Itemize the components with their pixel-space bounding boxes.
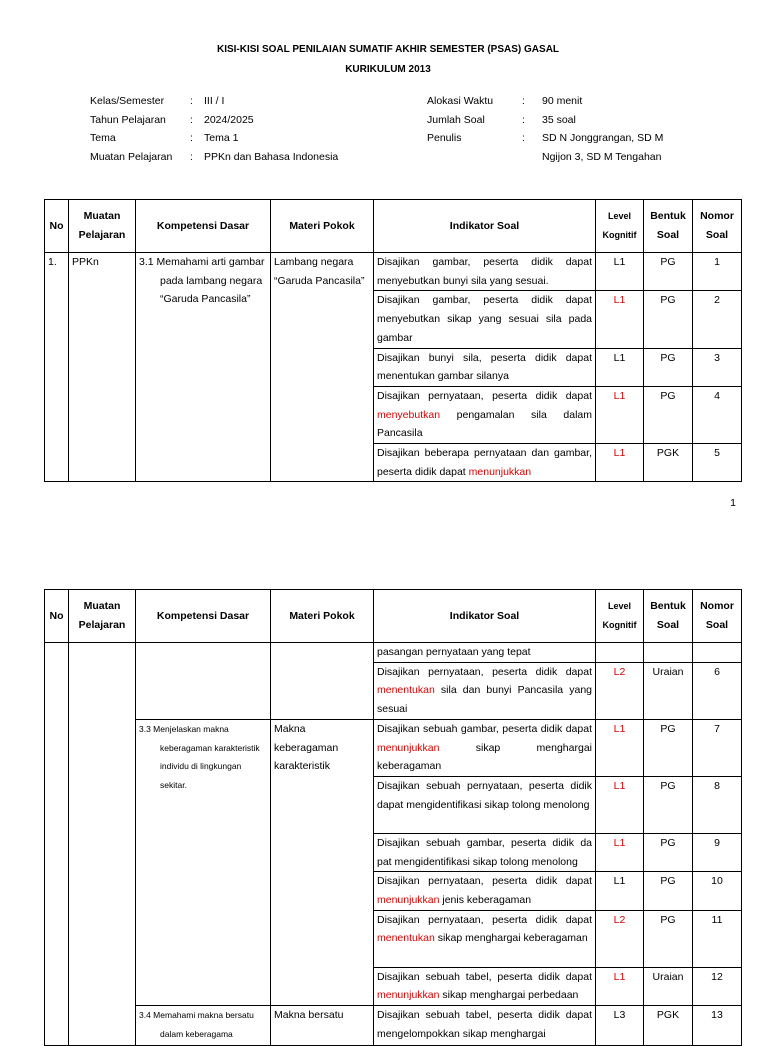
table-row	[45, 643, 742, 663]
nomor-cell: 6	[693, 662, 742, 719]
meta-key: Alokasi Waktu	[427, 95, 494, 107]
nomor-cell: 8	[693, 776, 742, 833]
meta-row	[90, 129, 338, 148]
meta-value: 2024/2025	[204, 113, 254, 126]
indikator-verb: menentukan	[377, 932, 435, 945]
nomor-cell: 13	[693, 1006, 742, 1046]
meta-row	[427, 148, 663, 167]
muatan-cell	[69, 643, 136, 1046]
level-cell: L1	[596, 719, 644, 776]
col-bentuk: Bentuk Soal	[644, 200, 693, 253]
level-cell: L1	[596, 967, 644, 1005]
meta-value: PPKn dan Bahasa Indonesia	[204, 150, 339, 163]
level-cell: L1	[596, 833, 644, 871]
meta-value: III / I	[204, 95, 225, 107]
indikator-text: Disajikan pernyataan, peserta didik dapat	[377, 875, 592, 888]
bentuk-cell: PG	[644, 253, 693, 291]
level-cell: L1	[596, 872, 644, 910]
col-level: Level Kognitif	[596, 200, 644, 253]
kisi-table-page-2	[44, 589, 742, 1046]
indikator-text-end: sikap menghargai perbedaan	[439, 989, 579, 1002]
meta-value: 35 soal	[542, 113, 576, 126]
meta-colon: :	[190, 132, 193, 144]
meta-value: SD N Jonggrangan, SD M	[542, 132, 664, 144]
col-materi: Materi Pokok	[271, 590, 374, 643]
indikator-verb: menyebutkan	[377, 408, 441, 421]
nomor-cell: 11	[693, 910, 742, 967]
kompetensi-cell: 3.4 Memahami makna bersatu dalam keberagama	[136, 1006, 271, 1046]
indikator-cell	[374, 291, 596, 348]
col-level: Level Kognitif	[596, 590, 644, 643]
bentuk-cell: Uraian	[644, 662, 693, 719]
meta-row	[427, 111, 663, 130]
indikator-verb: menunjukkan	[377, 989, 440, 1002]
nomor-cell	[693, 643, 742, 663]
indikator-cell	[374, 1006, 596, 1046]
meta-value: 90 menit	[542, 95, 583, 107]
indikator-cell	[374, 444, 596, 482]
level-cell: L1	[596, 776, 644, 833]
level-cell: L1	[596, 386, 644, 443]
table-row	[45, 253, 742, 291]
nomor-cell: 5	[693, 444, 742, 482]
bentuk-cell: PG	[644, 872, 693, 910]
meta-colon: :	[522, 132, 525, 144]
kompetensi-cell: 3.3 Menjelaskan makna keberagaman karakteristik individu di lingkungan sekitar.	[136, 719, 271, 1005]
bentuk-cell: PG	[644, 348, 693, 386]
indikator-text: Disajikan sebuah gambar, peserta didik da pat mengidentifikasi sikap tolong menolong	[377, 836, 592, 868]
indikator-text: Disajikan pernyataan, peserta didik dapat	[377, 389, 592, 402]
indikator-cell	[374, 386, 596, 443]
bentuk-cell: PG	[644, 910, 693, 967]
bentuk-cell: PG	[644, 776, 693, 833]
col-kompetensi: Kompetensi Dasar	[136, 590, 271, 643]
level-cell: L1	[596, 444, 644, 482]
indikator-text-end: pengamalan sila dalam Pancasila	[377, 408, 592, 440]
meta-key: Kelas/Semester	[90, 95, 165, 107]
meta-colon: :	[522, 113, 525, 126]
indikator-cell	[374, 776, 596, 833]
meta-value: Tema 1	[204, 132, 239, 144]
materi-cell: Makna bersatu	[271, 1006, 374, 1046]
indikator-cell	[374, 253, 596, 291]
level-cell	[596, 643, 644, 663]
col-indikator: Indikator Soal	[374, 590, 596, 643]
indikator-text: Disajikan sebuah tabel, peserta didik dapat	[377, 970, 592, 983]
indikator-text: Disajikan sebuah pernyataan, peserta didik dapat mengidentifikasi sikap tolong menolong	[377, 779, 592, 811]
meta-key: Penulis	[427, 132, 462, 144]
level-cell: L2	[596, 910, 644, 967]
indikator-text: Disajikan bunyi sila, peserta didik dapat menentukan gambar silanya	[377, 351, 592, 383]
meta-key	[427, 148, 522, 167]
col-indikator: Indikator Soal	[374, 200, 596, 253]
row-number	[45, 643, 69, 1046]
indikator-cell	[374, 910, 596, 967]
kompetensi-cell	[136, 643, 271, 720]
bentuk-cell: PG	[644, 291, 693, 348]
indikator-text: Disajikan sebuah tabel, peserta didik dapat mengelompokkan sikap menghargai	[377, 1009, 592, 1040]
meta-value: Ngijon 3, SD M Tengahan	[542, 150, 662, 163]
indikator-cell	[374, 719, 596, 776]
level-cell: L1	[596, 291, 644, 348]
indikator-cell	[374, 833, 596, 871]
level-cell: L2	[596, 662, 644, 719]
muatan-cell: PPKn	[69, 253, 136, 482]
nomor-cell: 9	[693, 833, 742, 871]
meta-colon	[522, 148, 542, 167]
meta-row	[90, 111, 338, 130]
materi-cell: Lambang negara “Garuda Pancasila”	[271, 253, 374, 482]
col-nomor: Nomor Soal	[693, 200, 742, 253]
indikator-verb: menentukan	[377, 684, 435, 697]
col-no: No	[45, 200, 69, 253]
col-kompetensi: Kompetensi Dasar	[136, 200, 271, 253]
level-cell: L3	[596, 1006, 644, 1046]
meta-row	[427, 129, 663, 148]
meta-colon: :	[190, 113, 193, 126]
level-cell: L1	[596, 348, 644, 386]
indikator-cell	[374, 872, 596, 910]
nomor-cell: 10	[693, 872, 742, 910]
table-row	[45, 719, 742, 776]
bentuk-cell: PGK	[644, 444, 693, 482]
meta-row	[90, 92, 338, 111]
meta-key: Tema	[90, 132, 116, 144]
indikator-cell	[374, 348, 596, 386]
indikator-text-end: sikap menghargai keberagaman	[377, 741, 592, 773]
document-subtitle: KURIKULUM 2013	[345, 64, 431, 75]
page-number: 1	[730, 497, 736, 509]
meta-left	[90, 92, 338, 166]
nomor-cell: 4	[693, 386, 742, 443]
kompetensi-cell: 3.1 Memahami arti gambar pada lambang negara “Garuda Pancasila”	[136, 253, 271, 482]
document-title: KISI-KISI SOAL PENILAIAN SUMATIF AKHIR SEMESTER (PSAS) GASAL	[216, 44, 560, 55]
nomor-cell: 2	[693, 291, 742, 348]
meta-colon: :	[522, 95, 525, 107]
indikator-text: Disajikan pernyataan, peserta didik dapat	[377, 665, 592, 678]
meta-right	[427, 92, 663, 166]
col-nomor: Nomor Soal	[693, 590, 742, 643]
col-muatan: Muatan Pelajaran	[69, 590, 136, 643]
nomor-cell: 3	[693, 348, 742, 386]
table-header-row	[45, 590, 742, 643]
indikator-verb: menunjukkan	[377, 741, 440, 754]
bentuk-cell: PG	[644, 719, 693, 776]
indikator-cell: pasangan pernyataan yang tepat	[374, 643, 596, 663]
kisi-table-page-1	[44, 199, 742, 482]
bentuk-cell	[644, 643, 693, 663]
indikator-text: Disajikan sebuah gambar, peserta didik dapat	[377, 722, 592, 735]
table-row	[45, 1006, 742, 1046]
level-cell: L1	[596, 253, 644, 291]
table-header-row	[45, 200, 742, 253]
row-number: 1.	[45, 253, 69, 482]
col-no: No	[45, 590, 69, 643]
indikator-cell	[374, 662, 596, 719]
materi-cell	[271, 643, 374, 720]
meta-key: Jumlah Soal	[427, 113, 485, 126]
meta-colon: :	[190, 150, 193, 163]
nomor-cell: 1	[693, 253, 742, 291]
indikator-text: Disajikan beberapa pernyataan dan gambar, peserta didik dapat	[377, 447, 592, 478]
bentuk-cell: PGK	[644, 1006, 693, 1046]
indikator-text: Disajikan gambar, peserta didik dapat menyebutkan bunyi sila yang sesuai.	[377, 256, 592, 287]
meta-colon: :	[190, 95, 193, 107]
indikator-text-end: jenis keberagaman	[439, 894, 532, 907]
bentuk-cell: PG	[644, 833, 693, 871]
indikator-verb: menunjukkan	[377, 894, 440, 907]
bentuk-cell: Uraian	[644, 967, 693, 1005]
col-bentuk: Bentuk Soal	[644, 590, 693, 643]
meta-row	[90, 148, 338, 167]
indikator-text-end: sila dan bunyi Pancasila yang sesuai	[377, 684, 592, 716]
bentuk-cell: PG	[644, 386, 693, 443]
meta-key: Tahun Pelajaran	[90, 113, 166, 126]
meta-key: Muatan Pelajaran	[90, 150, 173, 163]
col-materi: Materi Pokok	[271, 200, 374, 253]
indikator-verb: menunjukkan	[468, 465, 532, 478]
indikator-text: Disajikan gambar, peserta didik dapat menyebutkan sikap yang sesuai sila pada gambar	[377, 294, 592, 344]
nomor-cell: 7	[693, 719, 742, 776]
indikator-cell	[374, 967, 596, 1005]
indikator-text-end: sikap menghargai keberagaman	[434, 932, 588, 945]
meta-row	[427, 92, 663, 111]
nomor-cell: 12	[693, 967, 742, 1005]
indikator-text: Disajikan pernyataan, peserta didik dapat	[377, 913, 592, 926]
materi-cell: Makna keberagaman karakteristik	[271, 719, 374, 1005]
col-muatan: Muatan Pelajaran	[69, 200, 136, 253]
